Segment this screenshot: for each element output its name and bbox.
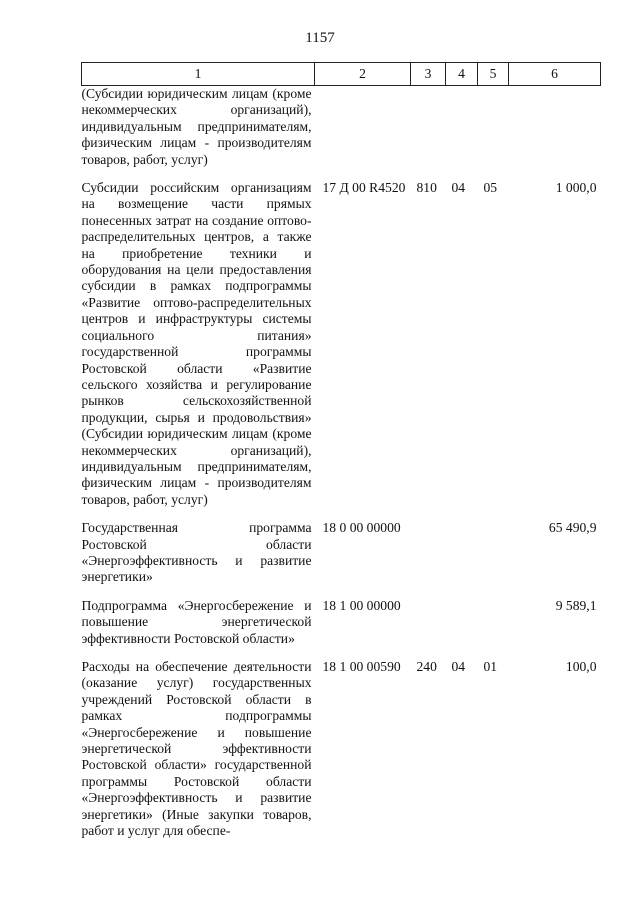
- row-expense-type: [411, 598, 446, 659]
- row-subsection: 05: [483, 180, 498, 196]
- row-amount: 1 000,0: [555, 180, 597, 196]
- row-amount: 65 490,9: [548, 520, 597, 536]
- row-subsection: [478, 86, 509, 181]
- row-section: [446, 86, 478, 181]
- row-description: Государственная программа Ростовской области «Энергоэффективность и развитие энергетики»: [81, 520, 312, 585]
- row-expense-type: [411, 86, 446, 181]
- table-row: [82, 180, 601, 520]
- row-section: [446, 520, 478, 598]
- row-description: (Субсидии юридическим лицам (кроме некоммерческих организаций), индивидуальным предпринимателям, физическим лицам - производителям товаров, работ, услуг): [81, 86, 312, 167]
- row-expense-type: 810: [416, 180, 437, 196]
- row-description: Расходы на обеспечение деятельности (оказание услуг) государственных учреждений Ростовской области в рамках подпрограммы «Энергосбережение и повышение энергетической эффективности Ростовской области» государственной программы Ростовской области «Энергоэффективность и развитие энергетики» (Иные закупки товаров, работ и услуг для обеспе-: [81, 659, 312, 839]
- row-amount: [509, 86, 601, 181]
- budget-table: [81, 62, 601, 839]
- header-col-3: 3: [411, 63, 446, 86]
- header-col-1: 1: [82, 63, 315, 86]
- page-number: 1157: [305, 30, 335, 46]
- row-target-code: 18 1 00 00590: [322, 659, 401, 674]
- header-col-6: 6: [509, 63, 601, 86]
- table-header-row: [82, 63, 601, 86]
- row-section: 04: [451, 180, 466, 196]
- row-target-code: 17 Д 00 R4520: [322, 180, 406, 196]
- row-subsection: [478, 598, 509, 659]
- row-description: Субсидии российским организациям на возмещение части прямых понесенных затрат на создание оптово-распределительных центров, а также на приобретение техники и оборудования на цели предоставления субсидии в рамках подпрограммы «Развитие оптово-распределительных центров и инфраструктуры системы социального питания» государственной программы Ростовской области «Развитие сельского хозяйства и регулирование рынков сельскохозяйственной продукции, сырья и продовольствия» (Субсидии юридическим лицам (кроме некоммерческих организаций), индивидуальным предпринимателям, физическим лицам - производителям товаров, работ, услуг): [81, 180, 312, 507]
- table-row: [82, 86, 601, 181]
- row-target-code: [315, 86, 411, 181]
- row-description: Подпрограмма «Энергосбережение и повышение энергетической эффективности Ростовской области»: [81, 597, 312, 646]
- row-subsection: [478, 520, 509, 598]
- header-col-2: 2: [315, 63, 411, 86]
- row-section: 04: [451, 659, 466, 674]
- header-col-4: 4: [446, 63, 478, 86]
- row-subsection: 01: [483, 659, 498, 674]
- table-row: [82, 598, 601, 659]
- header-col-5: 5: [478, 63, 509, 86]
- row-amount: 9 589,1: [555, 597, 597, 613]
- row-section: [446, 598, 478, 659]
- row-expense-type: [411, 520, 446, 598]
- row-target-code: 18 0 00 00000: [322, 520, 401, 536]
- table-row: [82, 659, 601, 839]
- table-row: [82, 520, 601, 598]
- row-amount: 100,0: [565, 659, 597, 674]
- row-expense-type: 240: [416, 659, 437, 674]
- row-target-code: 18 1 00 00000: [322, 597, 401, 613]
